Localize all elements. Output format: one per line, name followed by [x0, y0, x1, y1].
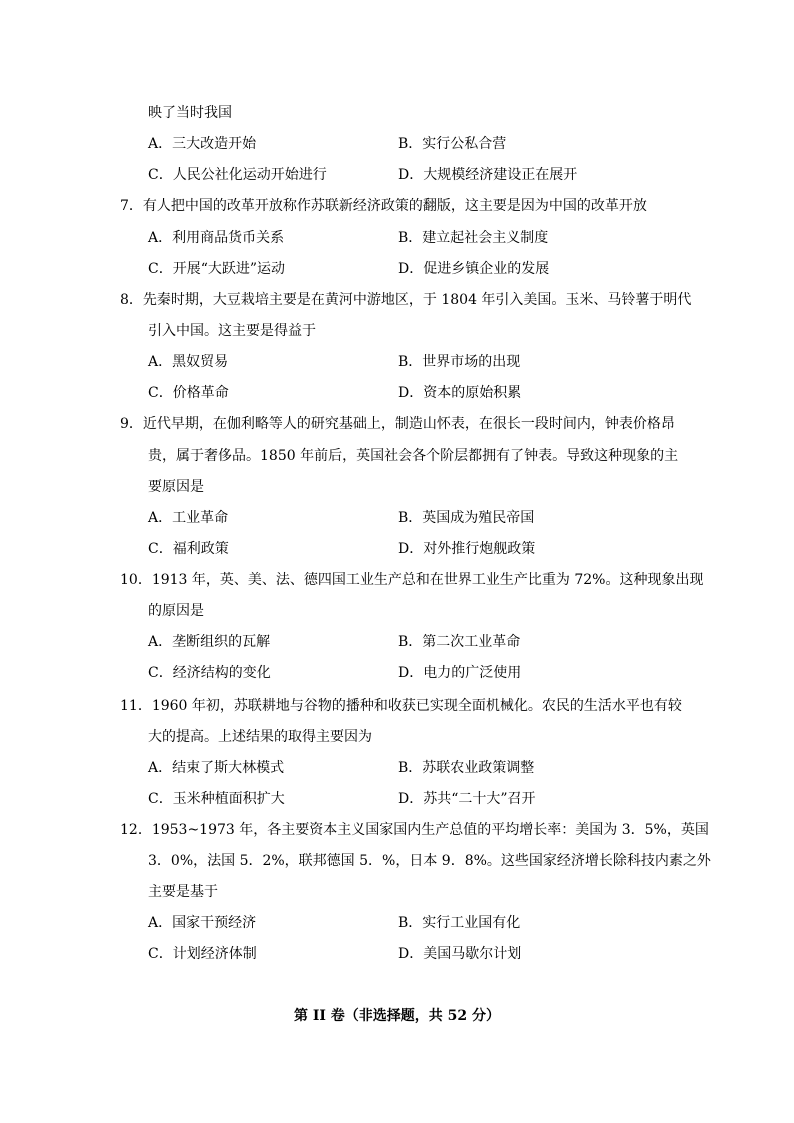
q7-option-a: A．利用商品货币关系: [148, 230, 285, 246]
q9-option-d: D．对外推行炮舰政策: [398, 541, 536, 557]
q10-option-d: D．电力的广泛使用: [398, 665, 522, 681]
q10-stem-line-1: 10．1913 年，英、美、法、德四国工业生产总和在世界工业生产比重为 72%。这种现象出现: [120, 572, 704, 588]
q6-option-b: B．实行公私合营: [398, 136, 507, 152]
q9-option-b: B．英国成为殖民帝国: [398, 510, 535, 526]
q9-stem-line-2: 贵，属于奢侈品。1850 年前后，英国社会各个阶层都拥有了钟表。导致这种现象的主: [148, 448, 679, 464]
q10-option-b: B．第二次工业革命: [398, 634, 521, 650]
section-title: 第 II 卷（非选择题，共 52 分）: [293, 1008, 501, 1024]
q11-option-b: B．苏联农业政策调整: [398, 760, 535, 776]
q8-option-a: A．黑奴贸易: [148, 354, 229, 370]
q6-option-c: C．人民公社化运动开始进行: [148, 167, 327, 183]
q11-stem-line-2: 大的提高。上述结果的取得主要因为: [148, 729, 372, 745]
q8-stem-line-2: 引入中国。这主要是得益于: [148, 323, 316, 339]
q11-option-c: C．玉米种植面积扩大: [148, 791, 285, 807]
q8-option-d: D．资本的原始积累: [398, 385, 522, 401]
q12-stem-line-1: 12．1953~1973 年，各主要资本主义国家国内生产总值的平均增长率：美国为 3．5%，英国: [120, 822, 709, 838]
q11-stem-line-1: 11．1960 年初，苏联耕地与谷物的播种和收获已实现全面机械化。农民的生活水平也有较: [120, 698, 682, 714]
q8-stem-line-1: 8．先秦时期，大豆栽培主要是在黄河中游地区，于 1804 年引入美国。玉米、马铃薯于明代: [120, 292, 692, 308]
q7-option-b: B．建立起社会主义制度: [398, 230, 549, 246]
q7-option-c: C．开展“大跃进”运动: [148, 261, 286, 277]
q12-stem-line-2: 3．0%，法国 5．2%，联邦德国 5．%，日本 9．8%。这些国家经济增长除科技内素之外: [148, 853, 711, 869]
q8-option-c: C．价格革命: [148, 385, 229, 401]
q12-stem-line-3: 主要是基于: [148, 884, 218, 900]
q10-option-c: C．经济结构的变化: [148, 665, 271, 681]
q11-option-d: D．苏共“二十大”召开: [398, 791, 536, 807]
q10-option-a: A．垄断组织的瓦解: [148, 634, 271, 650]
q12-option-b: B．实行工业国有化: [398, 915, 521, 931]
q7-option-d: D．促进乡镇企业的发展: [398, 261, 550, 277]
q9-stem-line-1: 9．近代早期，在伽利略等人的研究基础上，制造山怀表，在很长一段时间内，钟表价格昂: [120, 416, 675, 432]
q10-stem-line-2: 的原因是: [148, 603, 204, 619]
q8-option-b: B．世界市场的出现: [398, 354, 521, 370]
q11-option-a: A．结束了斯大林模式: [148, 760, 285, 776]
q9-option-c: C．福利政策: [148, 541, 229, 557]
q12-option-d: D．美国马歇尔计划: [398, 946, 522, 962]
q6-stem-continuation: 映了当时我国: [148, 105, 232, 121]
q6-option-d: D．大规模经济建设正在展开: [398, 167, 578, 183]
q12-option-a: A．国家干预经济: [148, 915, 257, 931]
q6-option-a: A．三大改造开始: [148, 136, 257, 152]
q9-option-a: A．工业革命: [148, 510, 229, 526]
q12-option-c: C．计划经济体制: [148, 946, 257, 962]
q9-stem-line-3: 要原因是: [148, 479, 204, 495]
q7-stem-line-1: 7．有人把中国的改革开放称作苏联新经济政策的翻版，这主要是因为中国的改革开放: [120, 198, 647, 214]
